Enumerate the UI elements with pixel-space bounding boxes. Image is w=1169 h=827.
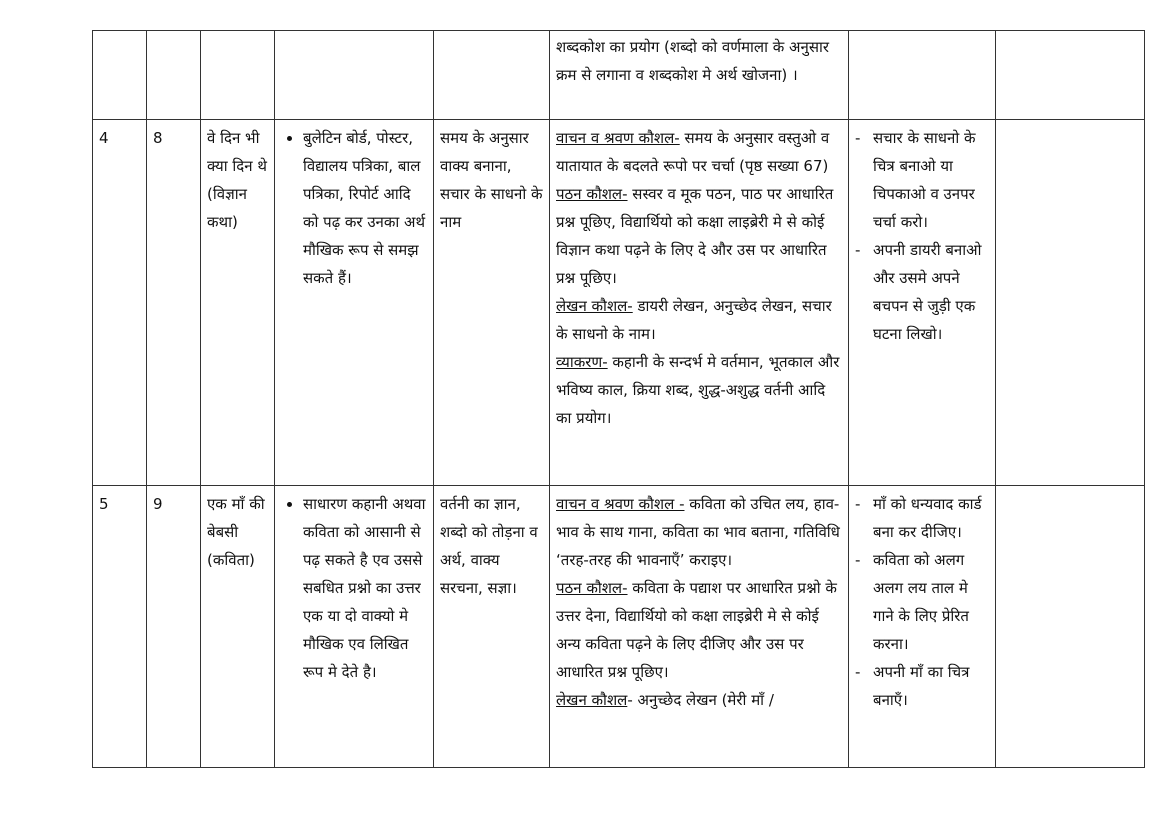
activity-item bbox=[855, 124, 989, 236]
skill-text: कहानी के सन्दर्भ मे वर्तमान, भूतकाल और भविष्य काल, क्रिया शब्द, शुद्ध-अशुद्ध वर्तनी आदि का प्रयोग। bbox=[556, 353, 840, 427]
outcome-item: • साधारण कहानी अथवा कविता को आसानी से पढ़ सकते है एव उससे सबधित प्रश्नो का उत्तर एक या दो वाक्यो मे मौखिक एव लिखित रूप मे देते है। bbox=[303, 490, 427, 686]
skill-text: सस्वर व मूक पठन, पाठ पर आधारित प्रश्न पूछिए, विद्यार्थियो को कक्षा लाइब्रेरी मे से कोई विज्ञान कथा पढ़ने के लिए दे और उस पर आधारित प्रश्न पूछिए। bbox=[556, 185, 834, 287]
activity-text: सचार के साधनो के चित्र बनाओ या चिपकाओ व उनपर चर्चा करो। bbox=[873, 129, 976, 231]
activities-cell bbox=[849, 486, 996, 768]
dash-bullet: - bbox=[855, 663, 861, 681]
skill-heading: वाचन व श्रवण कौशल- bbox=[556, 129, 680, 147]
skill-text: कविता को उचित लय, हाव-भाव के साथ गाना, कविता का भाव बताना, गतिविधि ‘तरह-तरह की भावनाएँ’ कराइए। bbox=[556, 495, 840, 569]
activity-item bbox=[855, 658, 989, 714]
remarks-cell bbox=[996, 31, 1145, 120]
week-cell: 8 bbox=[147, 120, 201, 486]
skills-cell bbox=[550, 31, 849, 120]
week-cell bbox=[147, 31, 201, 120]
chapter-cell: एक माँ की बेबसी (कविता) bbox=[201, 486, 275, 768]
sno-cell bbox=[93, 31, 147, 120]
skill-text: कविता के पद्याश पर आधारित प्रश्नो के उत्तर देना, विद्यार्थियो को कक्षा लाइब्रेरी मे से कोई अन्य कविता पढ़ने के लिए दीजिए और उस पर आधारित प्रश्न पूछिए। bbox=[556, 579, 837, 681]
outcome-item: • बुलेटिन बोर्ड, पोस्टर, विद्यालय पत्रिका, बाल पत्रिका, रिपोर्ट आदि को पढ़ कर उनका अर्थ मौखिक रूप से समझ सकते हैं। bbox=[303, 124, 427, 292]
skill-paragraph bbox=[556, 180, 842, 292]
concepts-cell: वर्तनी का ज्ञान, शब्दो को तोड़ना व अर्थ, वाक्य सरचना, सज्ञा। bbox=[434, 486, 550, 768]
table-row bbox=[93, 120, 1145, 486]
dash-bullet: - bbox=[855, 551, 861, 569]
remarks-cell bbox=[996, 120, 1145, 486]
activity-text: माँ को धन्यवाद कार्ड बना कर दीजिए। bbox=[873, 495, 982, 541]
skills-cell bbox=[550, 486, 849, 768]
dash-bullet: - bbox=[855, 241, 861, 259]
concepts-cell: समय के अनुसार वाक्य बनाना, सचार के साधनो के नाम bbox=[434, 120, 550, 486]
sno-cell: 5 bbox=[93, 486, 147, 768]
skills-cell bbox=[550, 120, 849, 486]
skill-heading: व्याकरण- bbox=[556, 353, 608, 371]
lesson-plan-table bbox=[92, 30, 1145, 768]
skill-heading: पठन कौशल- bbox=[556, 579, 628, 597]
activities-cell bbox=[849, 31, 996, 120]
skill-text: - अनुच्छेद लेखन (मेरी माँ / bbox=[627, 691, 774, 709]
activity-text: अपनी माँ का चित्र बनाएँ। bbox=[873, 663, 970, 709]
dash-bullet: - bbox=[855, 495, 861, 513]
skill-heading: वाचन व श्रवण कौशल - bbox=[556, 495, 685, 513]
week-cell: 9 bbox=[147, 486, 201, 768]
activities-cell bbox=[849, 120, 996, 486]
skill-heading: पठन कौशल- bbox=[556, 185, 628, 203]
skill-heading: लेखन कौशल bbox=[556, 691, 628, 709]
dash-bullet: - bbox=[855, 129, 861, 147]
outcomes-cell bbox=[275, 31, 434, 120]
activity-item bbox=[855, 546, 989, 658]
concepts-cell bbox=[434, 31, 550, 120]
table-row bbox=[93, 31, 1145, 120]
skill-paragraph bbox=[556, 490, 842, 574]
remarks-cell bbox=[996, 486, 1145, 768]
activity-item bbox=[855, 236, 989, 348]
chapter-cell bbox=[201, 31, 275, 120]
skill-paragraph bbox=[556, 292, 842, 348]
skill-text: समय के अनुसार वस्तुओ व यातायात के बदलते रूपो पर चर्चा (पृष्ठ सख्या 67) bbox=[556, 129, 830, 175]
activity-text: कविता को अलग अलग लय ताल मे गाने के लिए प्रेरित करना। bbox=[873, 551, 969, 653]
chapter-cell: वे दिन भी क्या दिन थे (विज्ञान कथा) bbox=[201, 120, 275, 486]
skill-paragraph bbox=[556, 124, 842, 180]
skill-heading: लेखन कौशल- bbox=[556, 297, 633, 315]
skills-text: शब्दकोश का प्रयोग (शब्दो को वर्णमाला के अनुसार क्रम से लगाना व शब्दकोश मे अर्थ खोजना) । bbox=[556, 38, 829, 84]
skill-paragraph bbox=[556, 348, 842, 432]
skill-paragraph bbox=[556, 574, 842, 686]
table-row bbox=[93, 486, 1145, 768]
skill-text: डायरी लेखन, अनुच्छेद लेखन, सचार के साधनो के नाम। bbox=[556, 297, 832, 343]
outcomes-cell bbox=[275, 486, 434, 768]
skill-paragraph bbox=[556, 686, 842, 714]
sno-cell: 4 bbox=[93, 120, 147, 486]
activity-text: अपनी डायरी बनाओ और उसमे अपने बचपन से जुड़ी एक घटना लिखो। bbox=[873, 241, 982, 343]
outcomes-cell bbox=[275, 120, 434, 486]
activity-item bbox=[855, 490, 989, 546]
